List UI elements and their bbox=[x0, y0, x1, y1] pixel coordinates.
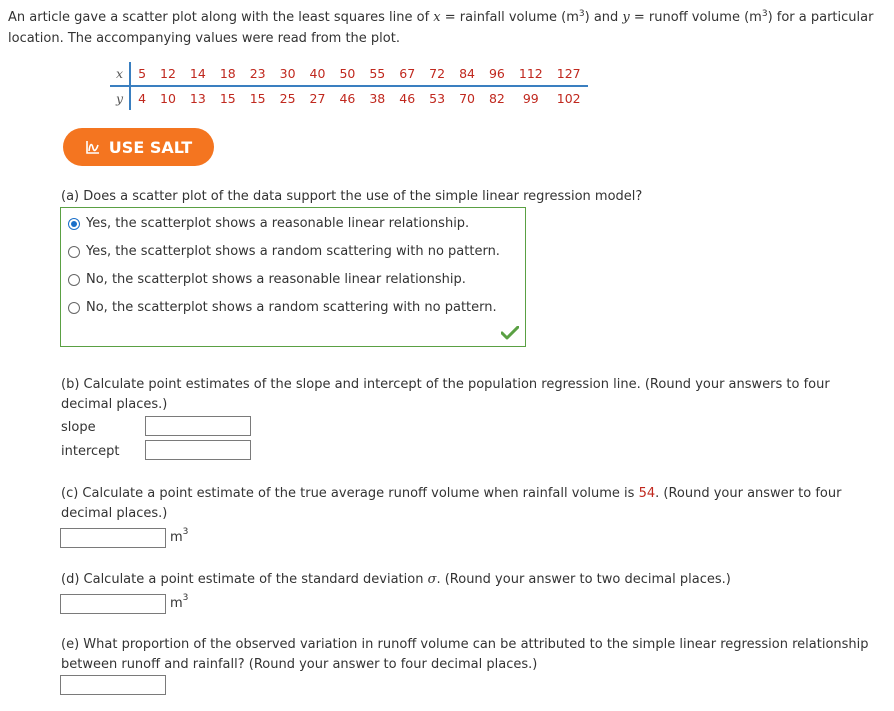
y-variable: y bbox=[622, 10, 630, 25]
x-value-cell: 18 bbox=[213, 62, 243, 86]
x-value-cell: 50 bbox=[332, 62, 362, 86]
y-value-cell: 15 bbox=[249, 91, 266, 106]
part-c-question bbox=[61, 484, 871, 524]
sigma-symbol: σ bbox=[427, 572, 437, 587]
y-value-cell: 13 bbox=[189, 91, 206, 106]
part-e-input[interactable] bbox=[60, 675, 166, 695]
x-value-cell: 14 bbox=[183, 62, 213, 86]
x-value-cell: 72 bbox=[422, 62, 452, 86]
radio-icon[interactable] bbox=[68, 274, 80, 286]
x-value-cell: 84 bbox=[452, 62, 482, 86]
x-value-cell: 23 bbox=[243, 62, 273, 86]
radio-icon[interactable] bbox=[68, 302, 80, 314]
x-variable: x bbox=[433, 10, 441, 25]
x-value-cell: 40 bbox=[303, 62, 333, 86]
part-e-question: (e) What proportion of the observed variation in runoff volume can be attributed to the simple linear regression relationship between runoff and rainfall? (Round your answer to four decimal places.) bbox=[61, 637, 869, 672]
part-d-question bbox=[61, 570, 731, 590]
x-value-cell: 55 bbox=[362, 62, 392, 86]
option-label: Yes, the scatterplot shows a random scattering with no pattern. bbox=[86, 244, 500, 259]
y-value-cell: 10 bbox=[160, 91, 176, 106]
part-d-text: (d) Calculate a point estimate of the standard deviation bbox=[61, 572, 428, 587]
intercept-input[interactable] bbox=[145, 440, 251, 460]
use-salt-label: USE SALT bbox=[108, 137, 193, 157]
salt-chart-icon bbox=[85, 139, 101, 155]
intro-text-3: ) and bbox=[584, 10, 623, 25]
part-c-unit bbox=[170, 527, 189, 545]
y-value-cell: 27 bbox=[309, 91, 326, 106]
y-value-cell: 38 bbox=[369, 91, 386, 106]
part-a-options bbox=[60, 207, 526, 347]
intro-text-4: = runoff volume (m bbox=[629, 10, 762, 25]
superscript: 3 bbox=[578, 9, 585, 19]
problem-intro bbox=[8, 7, 878, 49]
x-value-cell: 127 bbox=[550, 62, 588, 86]
y-value-cell: 70 bbox=[459, 91, 475, 106]
superscript: 3 bbox=[761, 9, 768, 19]
intro-text-2: = rainfall volume (m bbox=[440, 10, 579, 25]
option-label: No, the scatterplot shows a random scattering with no pattern. bbox=[86, 300, 497, 315]
y-value-cell: 53 bbox=[429, 91, 446, 106]
intro-text-1: An article gave a scatter plot along with the least squares line of bbox=[8, 10, 434, 25]
x-value-cell: 112 bbox=[512, 62, 550, 86]
slope-input[interactable] bbox=[145, 416, 251, 436]
intercept-label: intercept bbox=[61, 444, 120, 459]
unit-base: m bbox=[170, 530, 183, 545]
x-value-cell: 5 bbox=[130, 62, 153, 86]
x-value-cell: 30 bbox=[273, 62, 303, 86]
radio-icon[interactable] bbox=[68, 246, 80, 258]
x-row bbox=[110, 62, 588, 86]
x-value-cell: 12 bbox=[153, 62, 183, 86]
unit-sup: 3 bbox=[182, 593, 189, 603]
y-value-cell: 25 bbox=[279, 91, 296, 106]
option-label: No, the scatterplot shows a reasonable linear relationship. bbox=[86, 272, 466, 287]
part-c-text: (c) Calculate a point estimate of the true average runoff volume when rainfall volume is bbox=[61, 486, 639, 501]
data-table bbox=[110, 62, 588, 110]
part-d-input[interactable] bbox=[60, 594, 166, 614]
option-label: Yes, the scatterplot shows a reasonable linear relationship. bbox=[86, 216, 470, 231]
x-value-cell: 96 bbox=[482, 62, 512, 86]
y-value-cell: 4 bbox=[138, 91, 147, 106]
option-2[interactable] bbox=[68, 244, 500, 259]
y-value-cell: 82 bbox=[488, 91, 505, 106]
unit-base: m bbox=[170, 596, 183, 611]
use-salt-button[interactable] bbox=[63, 128, 214, 166]
y-row-label: y bbox=[110, 86, 130, 110]
part-c-text-end: . (Round your answer to four decimal places.) bbox=[61, 486, 842, 521]
part-d-text-end: . (Round your answer to two decimal places.) bbox=[436, 572, 731, 587]
part-b-question: (b) Calculate point estimates of the slope and intercept of the population regression line. (Round your answers to four decimal places.) bbox=[61, 377, 830, 412]
y-value-cell: 46 bbox=[339, 91, 356, 106]
y-row bbox=[110, 86, 588, 110]
part-c-input[interactable] bbox=[60, 528, 166, 548]
x-row-label: x bbox=[110, 62, 130, 86]
part-d-unit bbox=[170, 593, 189, 611]
radio-selected-icon[interactable] bbox=[68, 218, 80, 230]
part-a-question: (a) Does a scatter plot of the data support the use of the simple linear regression model? bbox=[61, 189, 643, 204]
y-value-cell: 46 bbox=[399, 91, 416, 106]
option-3[interactable] bbox=[68, 272, 466, 287]
x-value-cell: 67 bbox=[392, 62, 422, 86]
y-value-cell: 102 bbox=[556, 91, 581, 106]
checkmark-icon bbox=[501, 326, 519, 340]
slope-label: slope bbox=[61, 420, 96, 435]
y-value-cell: 15 bbox=[219, 91, 236, 106]
intro-text-5: ) for a particular location. The accompanying values were read from the plot. bbox=[8, 10, 874, 46]
option-4[interactable] bbox=[68, 300, 497, 315]
option-1[interactable] bbox=[68, 216, 469, 231]
unit-sup: 3 bbox=[182, 527, 189, 537]
y-value-cell: 99 bbox=[522, 91, 539, 106]
rainfall-value: 54 bbox=[638, 486, 656, 501]
